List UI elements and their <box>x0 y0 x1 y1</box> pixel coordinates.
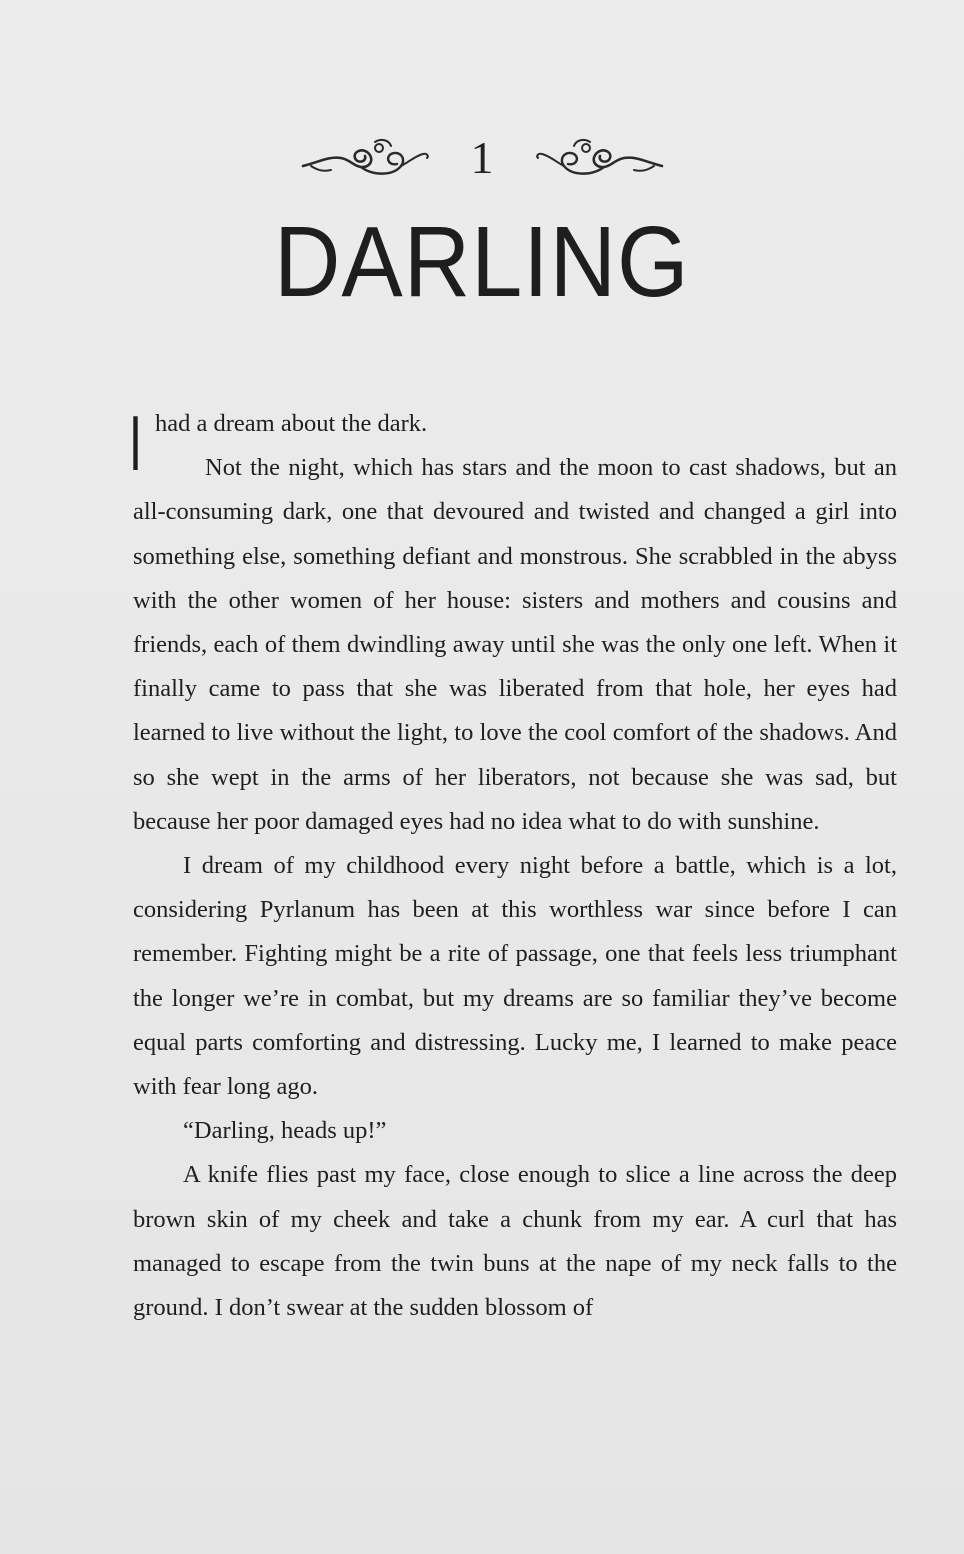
paragraph: A knife flies past my face, close enough to slice a line across the deep brown skin of my cheek and take a chunk from my ear. A curl that has managed to escape from the twin buns at the nape of my neck falls to the ground. I don’t swear at the sudden blossom of <box>133 1161 897 1322</box>
body-text <box>129 399 897 1330</box>
paragraph-text: had a dream about the dark. <box>155 410 428 437</box>
paragraph: I dream of my childhood every night before a battle, which is a lot, considering Pyrlanum has been at this worthless war since before I can remember. Fighting might be a rite of passage, one that feels less triumphant the longer we’re in combat, but my dreams are so familiar they’ve become equal parts comforting and distressing. Lucky me, I learned to make peace with fear long ago. <box>133 852 897 1101</box>
scroll-ornament-icon <box>534 136 664 180</box>
paragraph: Not the night, which has stars and the moon to cast shadows, but an all-consuming dark, one that devoured and twisted and changed a girl into something else, something defiant and monstrous. She scrabbled in the abyss with the other women of her house: sisters and mothers and cousins and friends, each of them dwindling away until she was the only one left. When it finally came to pass that she was liberated from that hole, her eyes had learned to live without the light, to love the cool comfort of the shadows. And so she wept in the arms of her liberators, not because she was sad, but because her poor damaged eyes had no idea what to do with sunshine. <box>133 454 897 835</box>
chapter-title-text: DARLING <box>274 206 690 318</box>
drop-cap: I <box>129 399 143 487</box>
chapter-title <box>0 206 964 318</box>
scroll-ornament-icon <box>301 136 431 180</box>
chapter-number: 1 <box>470 132 494 183</box>
paragraph: “Darling, heads up!” <box>183 1117 387 1145</box>
chapter-heading <box>0 128 964 188</box>
paragraph <box>129 399 897 487</box>
